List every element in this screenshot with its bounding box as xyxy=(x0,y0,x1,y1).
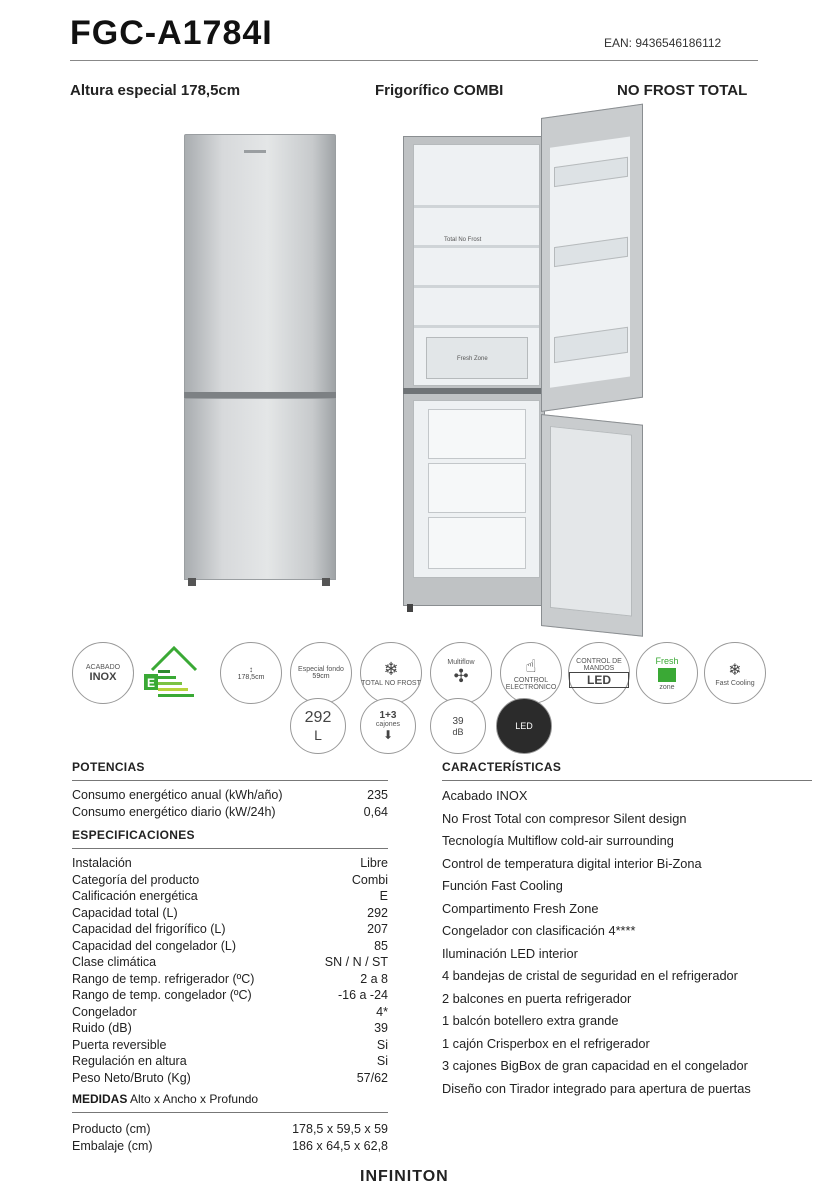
fresh-zone-icon: Fresh zone xyxy=(636,642,698,704)
feature-item: Iluminación LED interior xyxy=(442,945,578,961)
feature-item: Diseño con Tirador integrado para apertura de puertas xyxy=(442,1080,751,1096)
spec-row: Congelador 4* xyxy=(72,1004,388,1019)
especificaciones-title: ESPECIFICACIONES xyxy=(72,828,195,842)
spec-row: Regulación en altura Si xyxy=(72,1054,388,1068)
spec-row: Categoría del producto Combi xyxy=(72,872,388,887)
feature-item: 3 cajones BigBox de gran capacidad en el congelador xyxy=(442,1058,748,1073)
spec-row: Rango de temp. refrigerador (ºC) 2 a 8 xyxy=(72,971,388,986)
spec-row: Clase climática SN / N / ST xyxy=(72,955,388,969)
spec-row: Consumo energético anual (kWh/año) 235 xyxy=(72,788,388,802)
svg-text:E: E xyxy=(147,676,156,690)
spec-row: Puerta reversible Si xyxy=(72,1037,388,1052)
noise-icon: 39 dB xyxy=(430,698,486,754)
feature-item: No Frost Total con compresor Silent design xyxy=(442,810,687,826)
spec-row: Calificación energética E xyxy=(72,889,388,903)
header-divider xyxy=(70,60,758,61)
energy-class-icon xyxy=(144,640,208,706)
feature-item: Compartimento Fresh Zone xyxy=(442,900,599,916)
multiflow-icon: Multiflow ✣ xyxy=(430,642,492,704)
spec-row: Embalaje (cm) 186 x 64,5 x 62,8 xyxy=(72,1138,388,1153)
brand-logo: INFINITON xyxy=(360,1168,449,1185)
feature-item: Acabado INOX xyxy=(442,788,528,803)
especificaciones-section xyxy=(72,828,388,1086)
caracteristicas-title: CARACTERÍSTICAS xyxy=(442,760,562,774)
fast-cooling-icon: ❄ Fast Cooling xyxy=(704,642,766,704)
feature-item: Control de temperatura digital interior Bi-Zona xyxy=(442,855,702,871)
highlight-height: Altura especial 178,5cm xyxy=(70,82,241,99)
medidas-title: MEDIDAS Alto x Ancho x Profundo xyxy=(72,1092,259,1106)
feature-item: 1 cajón Crisperbox en el refrigerador xyxy=(442,1035,650,1051)
spec-row: Peso Neto/Bruto (Kg) 57/62 xyxy=(72,1070,388,1085)
shelf-tag: Total No Frost xyxy=(444,237,482,243)
feature-icons-row-2 xyxy=(290,698,550,758)
spec-row: Ruido (dB) 39 xyxy=(72,1021,388,1035)
led-light-icon: LED xyxy=(496,698,552,754)
spec-row: Producto (cm) 178,5 x 59,5 x 59 xyxy=(72,1122,388,1136)
spec-row: Instalación Libre xyxy=(72,856,388,870)
spec-row: Rango de temp. congelador (ºC) -16 a -24 xyxy=(72,988,388,1002)
feature-item: 1 balcón botellero extra grande xyxy=(442,1013,619,1028)
feature-item: Función Fast Cooling xyxy=(442,878,563,893)
width-icon: Especial fondo 59cm xyxy=(290,642,352,704)
highlight-nofrost: NO FROST TOTAL xyxy=(617,82,748,99)
ean-code: EAN: 9436546186112 xyxy=(604,36,722,50)
no-frost-icon: ❄ TOTAL NO FROST xyxy=(360,642,422,704)
especificaciones-divider xyxy=(72,848,388,849)
model-title: FGC-A1784I xyxy=(70,14,273,52)
potencias-title: POTENCIAS xyxy=(72,760,145,774)
caracteristicas-section xyxy=(442,760,812,1100)
fridge-open-image xyxy=(403,118,643,630)
potencias-section xyxy=(72,760,388,820)
doors-icon: 1+3 cajones ⬇ xyxy=(360,698,416,754)
feature-item: 4 bandejas de cristal de seguridad en el refrigerador xyxy=(442,968,738,983)
spec-row: Capacidad del frigorífico (L) 207 xyxy=(72,922,388,936)
feature-item: Tecnología Multiflow cold-air surrounding xyxy=(442,833,674,848)
spec-row: Consumo energético diario (kW/24h) 0,64 xyxy=(72,804,388,819)
touch-control-icon: ☝ CONTROL ELECTRÓNICO xyxy=(500,642,562,704)
fridge-closed-image xyxy=(184,134,336,586)
feature-item: 2 balcones en puerta refrigerador xyxy=(442,990,632,1006)
medidas-divider xyxy=(72,1112,388,1113)
led-display-icon: CONTROL DE MANDOS LED xyxy=(568,642,630,704)
spec-row: Capacidad total (L) 292 xyxy=(72,905,388,920)
capacity-icon: 292 L xyxy=(290,698,346,754)
highlight-type: Frigorífico COMBI xyxy=(375,82,504,99)
feature-item: Congelador con clasificación 4**** xyxy=(442,923,636,938)
medidas-section xyxy=(72,1092,388,1154)
inox-icon: ACABADO INOX xyxy=(72,642,134,704)
drawer-tag: Fresh Zone xyxy=(457,356,488,362)
height-icon: ↕ 178,5cm xyxy=(220,642,282,704)
potencias-divider xyxy=(72,780,388,781)
spec-row: Capacidad del congelador (L) 85 xyxy=(72,938,388,953)
caracteristicas-divider xyxy=(442,780,812,781)
